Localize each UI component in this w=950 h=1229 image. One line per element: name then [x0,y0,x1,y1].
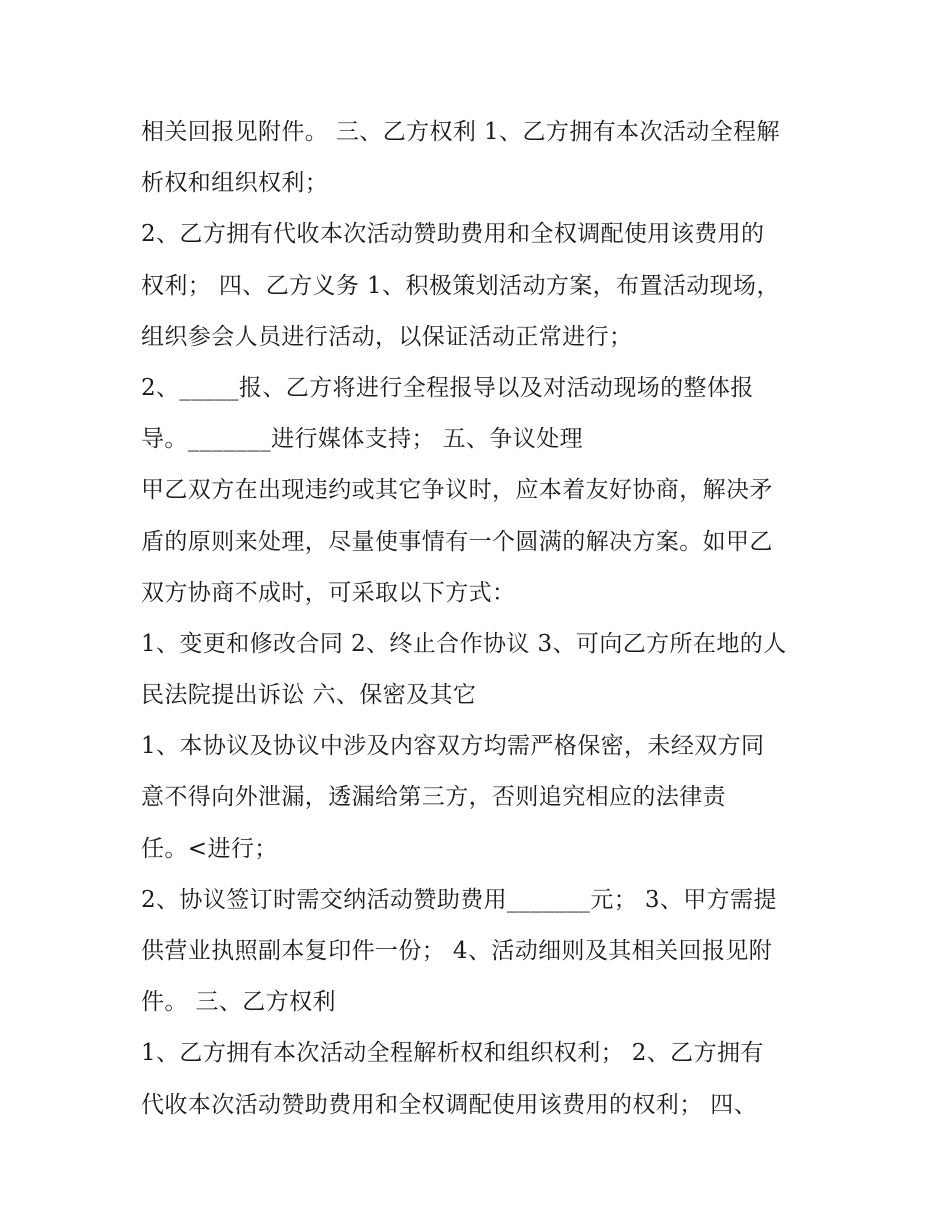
text-line: 2、协议签订时需交纳活动赞助费用_______元； 3、甲方需提 [141,886,777,913]
text-line: 相关回报见附件。 三、乙方权利 1、乙方拥有本次活动全程解 [141,119,780,145]
text-line: 民法院提出诉讼 六、保密及其它 [141,682,477,709]
text-line: 导。_______进行媒体支持； 五、争议处理 [141,426,584,453]
document-body [141,107,821,1131]
text-line: 代收本次活动赞助费用和全权调配使用该费用的权利； 四、 [141,1091,758,1118]
text-line: 权利； 四、乙方义务 1、积极策划活动方案，布置活动现场， [141,272,780,299]
text-line: 意不得向外泄漏，透漏给第三方，否则追究相应的法律责 [141,784,726,811]
text-line: 任。<进行； [141,835,278,862]
text-line: 件。 三、乙方权利 [141,989,336,1016]
text-line: 2、乙方拥有代收本次活动赞助费用和全权调配使用该费用的 [141,221,765,248]
text-line: 1、变更和修改合同 2、终止合作协议 3、可向乙方所在地的人 [141,630,787,657]
text-line: 双方协商不成时，可采取以下方式： [141,579,516,606]
text-line: 盾的原则来处理，尽量使事情有一个圆满的解决方案。如甲乙 [141,528,773,555]
text-line: 甲乙双方在出现违约或其它争议时，应本着友好协商，解决矛 [141,477,773,504]
text-line: 组织参会人员进行活动，以保证活动正常进行； [141,323,633,350]
text-line: 1、乙方拥有本次活动全程解析权和组织权利； 2、乙方拥有 [141,1040,764,1067]
text-line: 1、本协议及协议中涉及内容双方均需严格保密，未经双方同 [141,733,765,760]
text-line: 2、_____报、乙方将进行全程报导以及对活动现场的整体报 [141,374,754,401]
text-line: 析权和组织权利； [141,170,329,197]
text-line: 供营业执照副本复印件一份； 4、活动细则及其相关回报见附 [141,938,773,964]
